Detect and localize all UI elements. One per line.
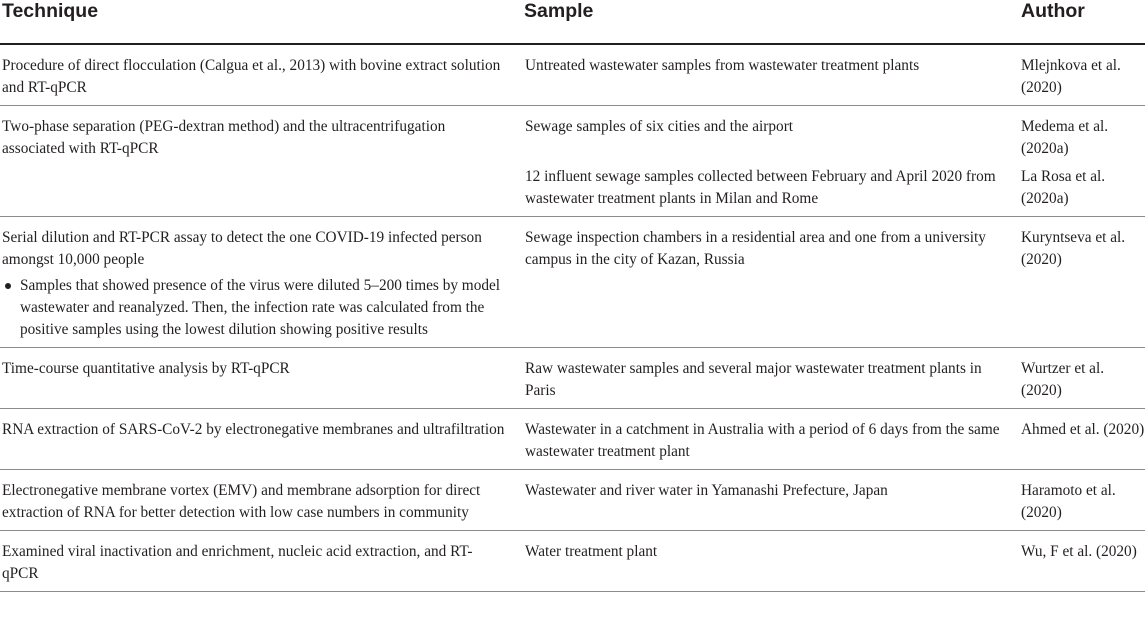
technique-cell: Procedure of direct flocculation (Calgua et al., 2013) with bovine extract solution and RT-qPCR <box>2 57 501 96</box>
table-header-row <box>0 0 1145 44</box>
sample-cell: Sewage inspection chambers in a residential area and one from a university campus in the city of Kazan, Russia <box>525 229 986 268</box>
table-row <box>0 470 1145 531</box>
technique-cell: RNA extraction of SARS-CoV-2 by electronegative membranes and ultrafiltration <box>2 421 505 438</box>
header-technique: Technique <box>2 0 99 22</box>
author-cell: Haramoto et al. (2020) <box>1021 482 1116 521</box>
sample-cell: Wastewater in a catchment in Australia with a period of 6 days from the same wastewater treatment plant <box>525 421 1000 460</box>
header-author: Author <box>1021 0 1085 22</box>
table-row <box>0 531 1145 592</box>
sample-cell: Water treatment plant <box>525 543 658 560</box>
author-cell: Kuryntseva et al. (2020) <box>1021 229 1126 268</box>
header-sample: Sample <box>524 0 594 22</box>
author-cell: Wurtzer et al. (2020) <box>1021 360 1105 399</box>
sample-cell: 12 influent sewage samples collected between February and April 2020 from wastewater treatment plants in Milan and Rome <box>525 168 996 207</box>
sample-cell: Sewage samples of six cities and the airport <box>525 118 794 135</box>
author-cell: Mlejnkova et al. (2020) <box>1021 57 1121 96</box>
sample-cell: Raw wastewater samples and several major wastewater treatment plants in Paris <box>525 360 982 399</box>
author-cell: Ahmed et al. (2020) <box>1021 421 1145 438</box>
sample-cell: Wastewater and river water in Yamanashi Prefecture, Japan <box>525 482 888 499</box>
technique-cell <box>0 217 522 348</box>
technique-cell: Time-course quantitative analysis by RT-qPCR <box>2 360 290 377</box>
author-cell: La Rosa et al. (2020a) <box>1021 168 1106 207</box>
sample-cell: Untreated wastewater samples from wastewater treatment plants <box>525 57 920 74</box>
technique-text: Serial dilution and RT-PCR assay to detect the one COVID-19 infected person amongst 10,000 people <box>2 229 482 268</box>
author-cell: Wu, F et al. (2020) <box>1021 543 1137 560</box>
technique-cell: Examined viral inactivation and enrichment, nucleic acid extraction, and RT-qPCR <box>2 543 473 582</box>
table-row <box>0 106 1145 161</box>
table-row <box>0 409 1145 470</box>
table-row <box>0 348 1145 409</box>
technique-bullet: Samples that showed presence of the virus were diluted 5–200 times by model wastewater and reanalyzed. Then, the infection rate was calculated from the positive samples using the lowest dilution showing positive results <box>20 275 508 341</box>
technique-cell: Two-phase separation (PEG-dextran method) and the ultracentrifugation associated with RT-qPCR <box>2 118 446 157</box>
technique-bullet-list <box>2 275 508 341</box>
table-row <box>0 44 1145 106</box>
author-cell: Medema et al. (2020a) <box>1021 118 1109 157</box>
table-row <box>0 217 1145 348</box>
technique-cell: Electronegative membrane vortex (EMV) and membrane adsorption for direct extraction of RNA for better detection with low case numbers in community <box>2 482 481 521</box>
